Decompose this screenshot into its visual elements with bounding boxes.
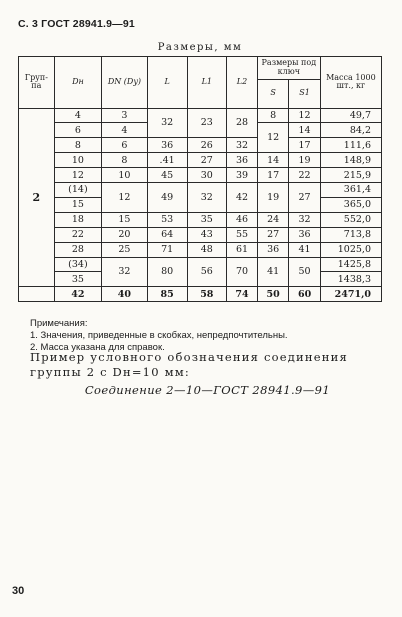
note-item: 2. Масса указана для справок. — [30, 342, 165, 353]
cell-dn: 42 — [54, 287, 101, 302]
cell-s1: 17 — [289, 138, 320, 153]
table-row — [19, 212, 382, 227]
cell-dy: 8 — [102, 153, 148, 168]
cell-dy: 15 — [102, 212, 148, 227]
cell-s1: 22 — [289, 168, 320, 183]
cell-mass: 148,9 — [320, 153, 381, 168]
cell-dy: 25 — [102, 242, 148, 257]
cell-l2: 42 — [227, 183, 258, 213]
col-mass: Масса 1000 шт., кг — [320, 57, 381, 109]
col-key-sizes: Размеры под ключ — [257, 57, 320, 80]
cell-dy: 20 — [102, 227, 148, 242]
cell-s1: 12 — [289, 108, 320, 123]
cell-l2: 36 — [227, 153, 258, 168]
cell-dn: 15 — [54, 197, 101, 212]
cell-l: 45 — [147, 168, 187, 183]
cell-s: 17 — [257, 168, 288, 183]
cell-mass: 1438,3 — [320, 272, 381, 287]
page-number: 30 — [12, 585, 25, 597]
cell-l: 85 — [147, 287, 187, 302]
notes-block — [30, 318, 380, 354]
cell-mass: 713,8 — [320, 227, 381, 242]
example-text: Пример условного обозначения соединения группы 2 с Dн=10 мм: — [30, 350, 348, 379]
cell-s1: 14 — [289, 123, 320, 138]
cell-dy: 3 — [102, 108, 148, 123]
cell-dy: 40 — [102, 287, 148, 302]
cell-l1: 35 — [187, 212, 227, 227]
cell-s1: 36 — [289, 227, 320, 242]
cell-s: 12 — [257, 123, 288, 153]
cell-s: 41 — [257, 257, 288, 287]
dimensions-table — [18, 56, 382, 302]
cell-s1: 60 — [289, 287, 320, 302]
cell-l1: 58 — [187, 287, 227, 302]
table-row — [19, 153, 382, 168]
cell-dn: 28 — [54, 242, 101, 257]
cell-dy: 4 — [102, 123, 148, 138]
cell-l: 80 — [147, 257, 187, 287]
cell-mass: 49,7 — [320, 108, 381, 123]
cell-s1: 27 — [289, 183, 320, 213]
cell-s1: 32 — [289, 212, 320, 227]
cell-l2: 61 — [227, 242, 258, 257]
cell-s: 50 — [257, 287, 288, 302]
cell-dn: (14) — [54, 183, 101, 198]
col-dn-outer: Dн — [54, 57, 101, 109]
cell-l2: 55 — [227, 227, 258, 242]
cell-dn: 10 — [54, 153, 101, 168]
cell-l1: 26 — [187, 138, 227, 153]
col-l: L — [147, 57, 187, 109]
table-caption: Размеры, мм — [157, 42, 243, 53]
document-header: С. 3 ГОСТ 28941.9—91 — [18, 18, 135, 30]
cell-mass: 1025,0 — [320, 242, 381, 257]
col-dn-nominal: DN (Dy) — [102, 57, 148, 109]
cell-s: 19 — [257, 183, 288, 213]
cell-l: 49 — [147, 183, 187, 213]
cell-l1: 23 — [187, 108, 227, 138]
cell-dn: (34) — [54, 257, 101, 272]
cell-l: 64 — [147, 227, 187, 242]
cell-dn: 8 — [54, 138, 101, 153]
cell-dy: 6 — [102, 138, 148, 153]
cell-s: 24 — [257, 212, 288, 227]
cell-dy: 32 — [102, 257, 148, 287]
table-row — [19, 242, 382, 257]
table-row — [19, 183, 382, 198]
cell-l1: 30 — [187, 168, 227, 183]
table-row — [19, 227, 382, 242]
cell-dn: 22 — [54, 227, 101, 242]
cell-l2: 46 — [227, 212, 258, 227]
cell-s: 8 — [257, 108, 288, 123]
cell-mass: 111,6 — [320, 138, 381, 153]
cell-l: .41 — [147, 153, 187, 168]
cell-l: 53 — [147, 212, 187, 227]
table-row — [19, 287, 382, 302]
table-row — [19, 168, 382, 183]
cell-mass: 552,0 — [320, 212, 381, 227]
cell-s1: 50 — [289, 257, 320, 287]
cell-l2: 28 — [227, 108, 258, 138]
cell-mass: 84,2 — [320, 123, 381, 138]
cell-dn: 4 — [54, 108, 101, 123]
cell-mass: 2471,0 — [320, 287, 381, 302]
notes-title: Примечания: — [30, 318, 88, 329]
cell-dy: 10 — [102, 168, 148, 183]
cell-l2: 32 — [227, 138, 258, 153]
cell-mass: 1425,8 — [320, 257, 381, 272]
cell-l2: 70 — [227, 257, 258, 287]
cell-dy: 12 — [102, 183, 148, 213]
cell-l1: 32 — [187, 183, 227, 213]
cell-mass: 361,4 — [320, 183, 381, 198]
cell-l1: 27 — [187, 153, 227, 168]
cell-dn: 35 — [54, 272, 101, 287]
table-row — [19, 138, 382, 153]
cell-dn: 18 — [54, 212, 101, 227]
cell-dn: 6 — [54, 123, 101, 138]
cell-mass: 365,0 — [320, 197, 381, 212]
cell-s: 14 — [257, 153, 288, 168]
cell-s: 27 — [257, 227, 288, 242]
cell-dn: 12 — [54, 168, 101, 183]
table-row — [19, 257, 382, 272]
cell-s1: 19 — [289, 153, 320, 168]
col-l2: L2 — [227, 57, 258, 109]
group-cell-empty — [19, 287, 55, 302]
group-cell: 2 — [19, 108, 55, 287]
cell-s: 36 — [257, 242, 288, 257]
cell-l2: 74 — [227, 287, 258, 302]
cell-l1: 56 — [187, 257, 227, 287]
col-l1: L1 — [187, 57, 227, 109]
cell-l: 71 — [147, 242, 187, 257]
cell-l2: 39 — [227, 168, 258, 183]
cell-mass: 215,9 — [320, 168, 381, 183]
cell-l: 32 — [147, 108, 187, 138]
cell-s1: 41 — [289, 242, 320, 257]
col-group: Груп-па — [19, 57, 55, 109]
cell-l: 36 — [147, 138, 187, 153]
cell-l1: 48 — [187, 242, 227, 257]
col-s1: S1 — [289, 79, 320, 108]
col-s: S — [257, 79, 288, 108]
note-item: 1. Значения, приведенные в скобках, непредпочтительны. — [30, 330, 288, 341]
example-designation: Соединение 2—10—ГОСТ 28941.9—91 — [84, 383, 331, 397]
cell-l1: 43 — [187, 227, 227, 242]
table-row — [19, 108, 382, 123]
